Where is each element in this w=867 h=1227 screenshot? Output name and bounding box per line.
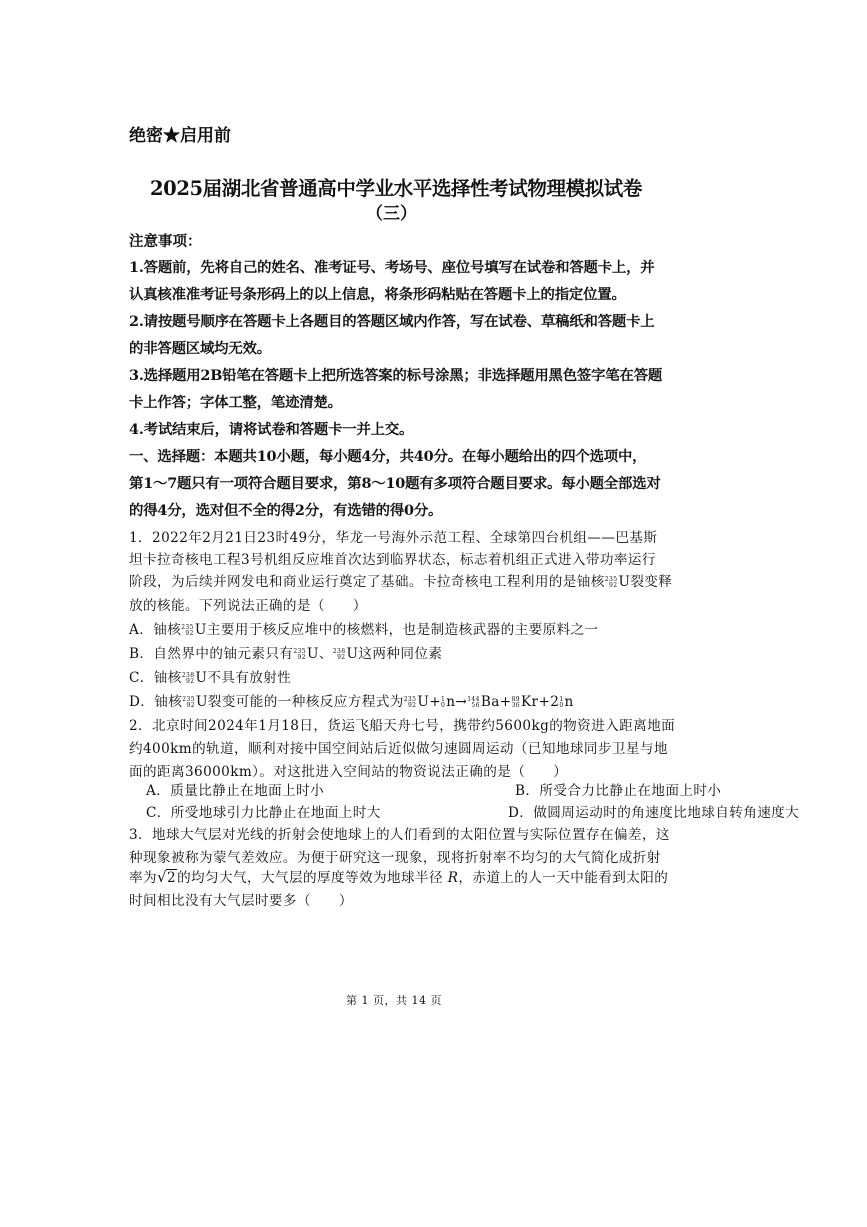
nuclide-u235: 235 92 — [293, 647, 306, 661]
question-2-option-b[interactable]: B．所受合力比静止在地面上时小 — [515, 783, 722, 799]
section-instruction-line: 一、选择题：本题共10小题，每小题4分，共40分。在每小题给出的四个选项中， — [129, 448, 647, 465]
page-subtitle: （三） — [366, 204, 417, 224]
notice-line: 1.答题前，先将自己的姓名、准考证号、考场号、座位号填写在试卷和答题卡上，并 — [129, 259, 655, 276]
notice-line: 认真核准准考证号条形码上的以上信息，将条形码粘贴在答题卡上的指定位置。 — [129, 286, 626, 303]
question-3-line: 种现象被称为蒙气差效应。为便于研究这一现象，现将折射率不均匀的大气简化成折射 — [129, 850, 661, 866]
question-3-line: 率为 √ 2的均匀大气，大气层的厚度等效为地球半径 R，赤道上的人一天中能看到太阳的 — [129, 868, 669, 886]
nuclear-equation: 235 92 U+ 1 0 n→ 144 56 Ba+ 89 36 Kr+2 1 0 n — [403, 694, 574, 710]
notice-line: 的非答题区域均无效。 — [129, 340, 271, 357]
question-2-line: 约400km的轨道，顺利对接中国空间站后近似做匀速圆周运动（已知地球同步卫星与地 — [129, 741, 668, 757]
confidential-label: 绝密★启用前 — [129, 126, 231, 146]
nuclide-u238: 238 92 — [181, 671, 195, 685]
nuclide-u235: 235 92 — [181, 623, 194, 637]
question-2-option-d[interactable]: D．做圆周运动时的角速度比地球自转角速度大 — [508, 805, 800, 821]
nuclide-u235: 235 92 — [182, 695, 195, 709]
question-1-line: 坦卡拉奇核电工程3号机组反应堆首次达到临界状态，标志着机组正式进入带功率运行 — [129, 552, 656, 568]
question-2-option-c[interactable]: C．所受地球引力比静止在地面上时大 — [146, 805, 381, 821]
notice-line: 4.考试结束后，请将试卷和答题卡一并上交。 — [129, 421, 414, 438]
page-title: 2025届湖北省普通高中学业水平选择性考试物理模拟试卷 — [150, 177, 642, 200]
sqrt-expression: √ 2 — [157, 868, 177, 886]
question-1-option-b[interactable]: B．自然界中的铀元素只有 235 92 U、 238 92 U这两种同位素 — [129, 646, 443, 662]
question-1-line: 1．2022年2月21日23时49分，华龙一号海外示范工程、全球第四台机组——巴基斯 — [129, 530, 658, 546]
notice-line: 3.选择题用2B铅笔在答题卡上把所选答案的标号涂黑；非选择题用黑色签字笔在答题 — [129, 367, 663, 384]
question-3-line: 3．地球大气层对光线的折射会使地球上的人们看到的太阳位置与实际位置存在偏差，这 — [129, 827, 670, 843]
question-1-line: 放的核能。下列说法正确的是（ ） — [129, 598, 367, 614]
nuclide-u235: 235 92 — [604, 575, 618, 589]
section-instruction-line: 第1～7题只有一项符合题目要求，第8～10题有多项符合题目要求。每小题全部选对 — [129, 475, 661, 492]
page-footer: 第 1 页，共 14 页 — [346, 994, 442, 1007]
question-2-options-row-2 — [146, 801, 846, 821]
question-1-option-a[interactable]: A．铀核 235 92 U主要用于核反应堆中的核燃料，也是制造核武器的主要原料之一 — [129, 622, 599, 638]
question-2-option-a[interactable]: A．质量比静止在地面上时小 — [146, 783, 325, 799]
question-1-option-c[interactable]: C．铀核 238 92 U不具有放射性 — [129, 670, 292, 686]
notice-line: 卡上作答；字体工整，笔迹清楚。 — [129, 394, 342, 411]
question-2-line: 2．北京时间2024年1月18日，货运飞船天舟七号，携带约5600kg的物资进入距离地面 — [129, 718, 676, 734]
section-instruction-line: 的得4分，选对但不全的得2分，有选错的得0分。 — [129, 502, 443, 519]
question-2-options-row-1 — [146, 779, 846, 799]
question-3-line: 时间相比没有大气层时要多（ ） — [129, 893, 353, 909]
question-2-line: 面的距离36000km）。对这批进入空间站的物资说法正确的是（ ） — [129, 764, 568, 780]
notice-heading: 注意事项： — [129, 233, 202, 250]
question-1-line: 阶段，为后续并网发电和商业运行奠定了基础。卡拉奇核电工程利用的是铀核 235 92 U裂变释 — [129, 574, 673, 590]
notice-line: 2.请按题号顺序在答题卡上各题目的答题区域内作答，写在试卷、草稿纸和答题卡上 — [129, 313, 655, 330]
nuclide-u238: 238 92 — [332, 647, 346, 661]
question-1-option-d[interactable]: D．铀核 235 92 U裂变可能的一种核反应方程式为 235 92 U+ 1 0 n→ 144 56 Ba+ 89 36 Kr+2 1 0 n — [129, 694, 574, 710]
